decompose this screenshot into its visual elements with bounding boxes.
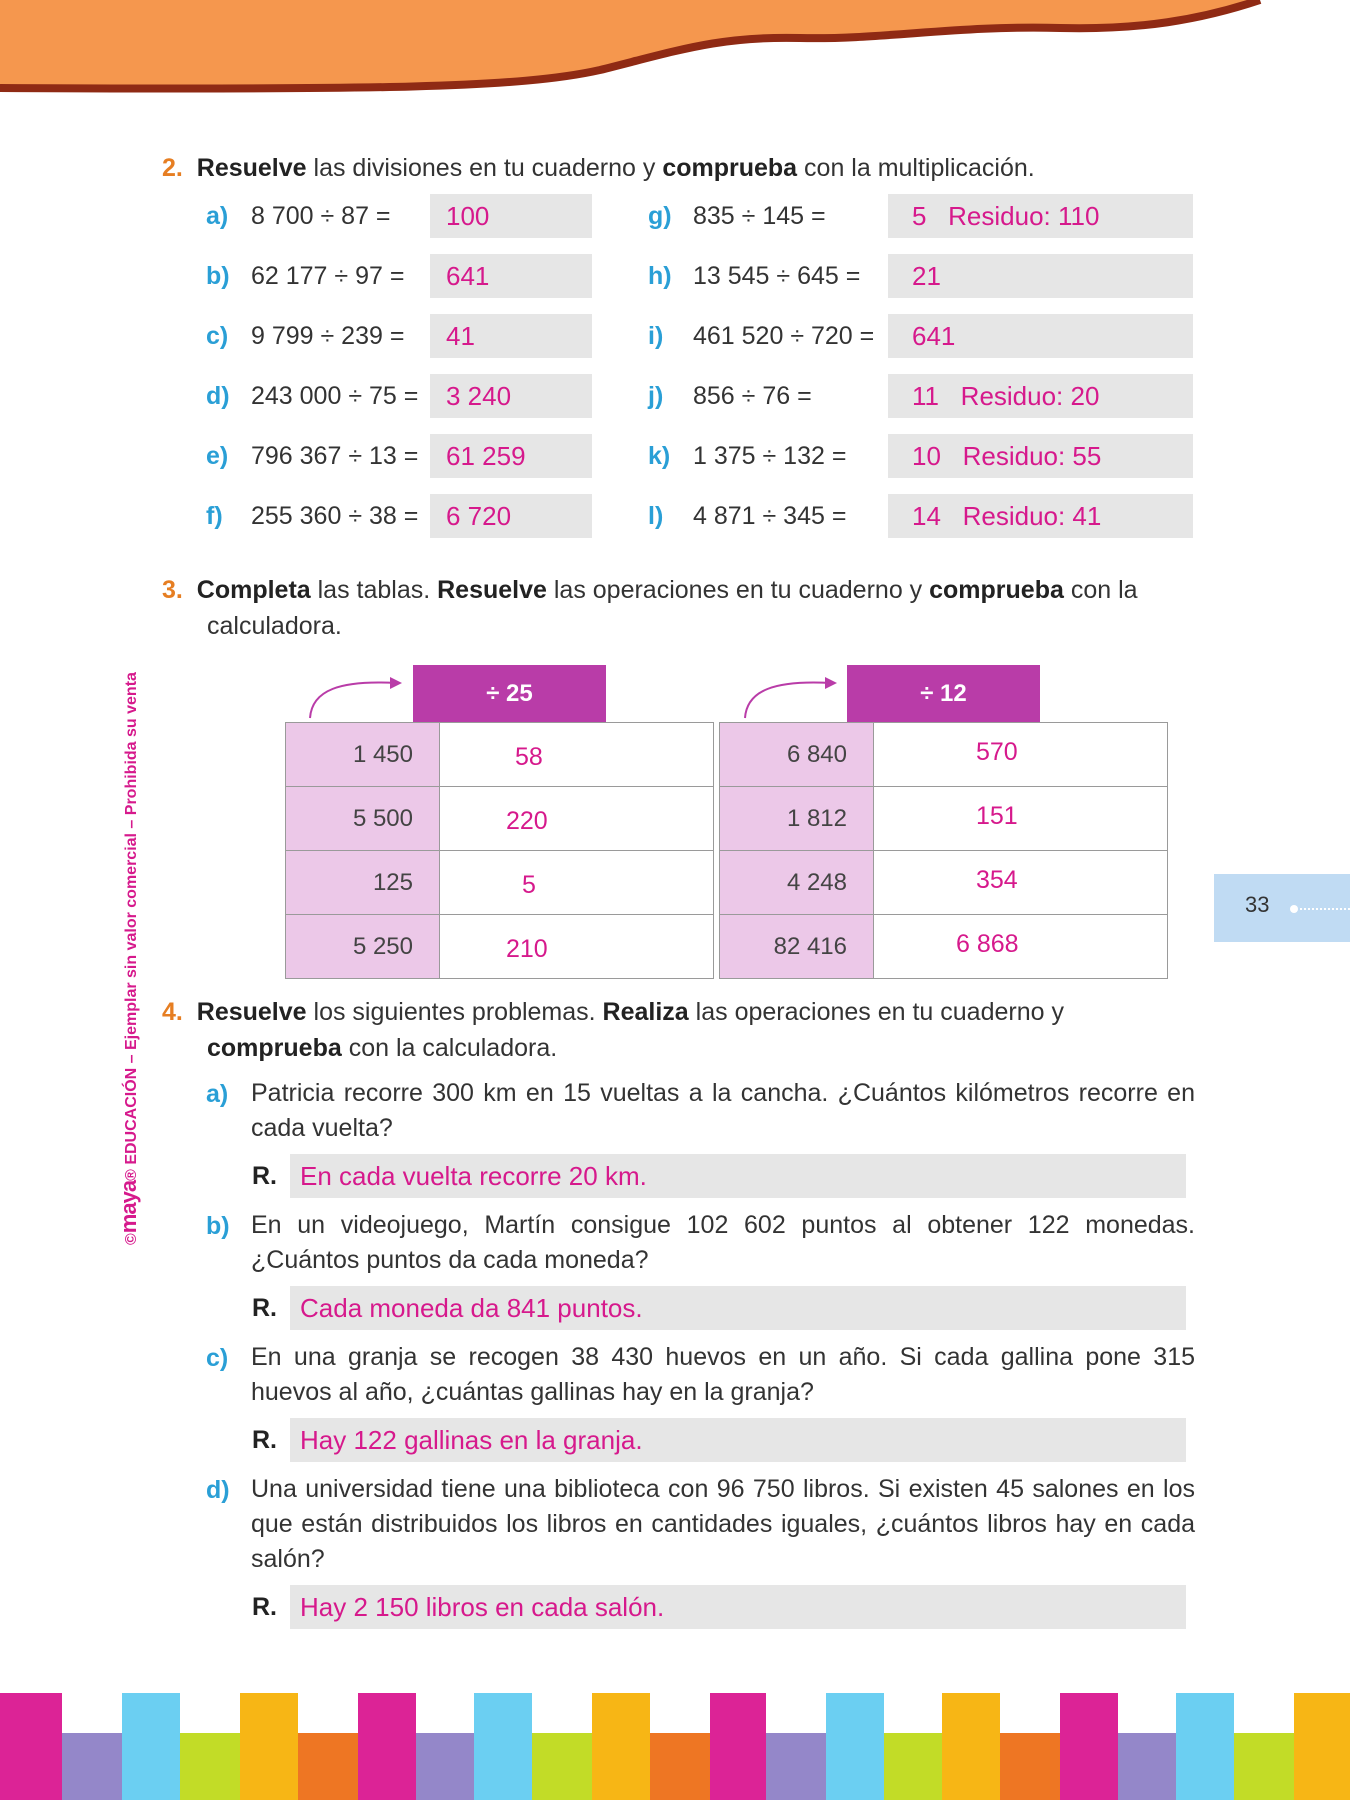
answer-row xyxy=(252,1286,1186,1330)
answer-value: 641 xyxy=(446,261,490,291)
table2-header: ÷ 12 xyxy=(847,665,1040,722)
item-label: l) xyxy=(648,502,664,530)
exercise-4-instruction: 4. Resuelve los siguientes problemas. Realiza las operaciones en tu cuaderno y xyxy=(162,998,1064,1026)
answer-value: 3 240 xyxy=(446,381,512,411)
answer-text: Hay 122 gallinas en la granja. xyxy=(300,1425,643,1455)
table-cell: 5 250 xyxy=(286,915,440,979)
answer-box[interactable] xyxy=(290,1418,1186,1462)
division-expression: 1 375 ÷ 132 = xyxy=(693,442,847,470)
answer-label: R. xyxy=(252,1294,277,1322)
exercise-4-instruction-line2: comprueba con la calculadora. xyxy=(207,1034,558,1062)
exercise-3-instruction: 3. Completa las tablas. Resuelve las operaciones en tu cuaderno y comprueba con la xyxy=(162,576,1138,604)
answer-row xyxy=(252,1585,1186,1629)
division-expression: 461 520 ÷ 720 = xyxy=(693,322,875,350)
item-label: d) xyxy=(206,1476,230,1504)
answer-value: 61 259 xyxy=(446,441,526,471)
table-cell: 4 248 xyxy=(720,851,874,915)
table-cell-answer[interactable]: 354 xyxy=(874,851,1168,915)
item-label: k) xyxy=(648,442,671,470)
problem-text: En un videojuego, Martín consigue 102 602 puntos al obtener 122 monedas. ¿Cuántos puntos da cada moneda? xyxy=(251,1211,1195,1274)
answer-text: En cada vuelta recorre 20 km. xyxy=(300,1161,647,1191)
item-label: j) xyxy=(648,382,664,410)
table-row xyxy=(286,851,714,915)
table-cell: 125 xyxy=(286,851,440,915)
table-row xyxy=(720,723,1168,787)
answer-row xyxy=(252,1418,1186,1462)
answer-value: 6 720 xyxy=(446,501,512,531)
item-label: g) xyxy=(648,202,672,230)
division-expression: 243 000 ÷ 75 = xyxy=(251,382,419,410)
item-label: f) xyxy=(206,502,223,530)
table-cell: 1 812 xyxy=(720,787,874,851)
answer-value: 41 xyxy=(446,321,475,351)
table-cell: 5 500 xyxy=(286,787,440,851)
answer-value: 11 Residuo: 20 xyxy=(912,381,1100,411)
table-cell-answer[interactable]: 6 868 xyxy=(874,915,1168,979)
dotted-line xyxy=(1300,908,1350,910)
item-label: a) xyxy=(206,1080,229,1108)
footer-stripes xyxy=(0,1693,1350,1800)
item-label: e) xyxy=(206,442,229,470)
table-row xyxy=(720,787,1168,851)
answer-value: 5 Residuo: 110 xyxy=(912,201,1100,231)
division-expression: 796 367 ÷ 13 = xyxy=(251,442,419,470)
page-number: 33 xyxy=(1245,892,1270,917)
table-cell-answer[interactable]: 220 xyxy=(440,787,714,851)
item-label: c) xyxy=(206,1344,229,1372)
answer-label: R. xyxy=(252,1426,277,1454)
answer-box[interactable] xyxy=(290,1585,1186,1629)
brand-logo: maya xyxy=(116,1180,141,1234)
table-cell: 6 840 xyxy=(720,723,874,787)
answer-label: R. xyxy=(252,1593,277,1621)
answer-text: Hay 2 150 libros en cada salón. xyxy=(300,1592,665,1622)
item-label: a) xyxy=(206,202,229,230)
table-cell: 1 450 xyxy=(286,723,440,787)
item-label: b) xyxy=(206,1212,230,1240)
table-row xyxy=(286,787,714,851)
item-label: c) xyxy=(206,322,229,350)
table-row xyxy=(720,915,1168,979)
exercise-3-instruction-line2: calculadora. xyxy=(207,612,342,640)
page-number-tab xyxy=(1214,874,1350,942)
item-label: b) xyxy=(206,262,230,290)
answer-value: 21 xyxy=(912,261,941,291)
problem-text: Una universidad tiene una biblioteca con 96 750 libros. Si existen 45 salones en los que están distribuidos los libros en cantidades iguales, ¿cuántos libros hay en cada salón? xyxy=(251,1475,1195,1573)
table1-header: ÷ 25 xyxy=(413,665,606,722)
sidebar-copyright: ©maya® EDUCACIÓN – Ejemplar sin valor comercial – Prohibida su venta xyxy=(116,672,141,1245)
answer-box[interactable] xyxy=(290,1286,1186,1330)
table-row xyxy=(286,723,714,787)
item-label: i) xyxy=(648,322,664,350)
table1 xyxy=(285,722,714,979)
answer-box[interactable] xyxy=(290,1154,1186,1198)
division-expression: 9 799 ÷ 239 = xyxy=(251,322,405,350)
answer-value: 10 Residuo: 55 xyxy=(912,441,1102,471)
table-cell: 82 416 xyxy=(720,915,874,979)
table-cell-answer[interactable]: 5 xyxy=(440,851,714,915)
table-cell-answer[interactable]: 210 xyxy=(440,915,714,979)
division-expression: 4 871 ÷ 345 = xyxy=(693,502,847,530)
table-cell-answer[interactable]: 570 xyxy=(874,723,1168,787)
division-expression: 13 545 ÷ 645 = xyxy=(693,262,861,290)
table2 xyxy=(719,722,1168,979)
problem-text: En una granja se recogen 38 430 huevos en un año. Si cada gallina pone 315 huevos al año, ¿cuántas gallinas hay en la granja? xyxy=(251,1343,1195,1406)
header-wave xyxy=(0,0,1350,100)
item-label: d) xyxy=(206,382,230,410)
table-row xyxy=(286,915,714,979)
answer-label: R. xyxy=(252,1162,277,1190)
problem-text: Patricia recorre 300 km en 15 vueltas a la cancha. ¿Cuántos kilómetros recorre en cada vuelta? xyxy=(251,1079,1195,1142)
dot-leader-icon xyxy=(1290,905,1298,913)
arrow-icon xyxy=(300,670,410,720)
answer-text: Cada moneda da 841 puntos. xyxy=(300,1293,643,1323)
division-expression: 62 177 ÷ 97 = xyxy=(251,262,405,290)
table-cell-answer[interactable]: 58 xyxy=(440,723,714,787)
answer-value: 14 Residuo: 41 xyxy=(912,501,1102,531)
table-cell-answer[interactable]: 151 xyxy=(874,787,1168,851)
answer-value: 100 xyxy=(446,201,490,231)
division-expression: 856 ÷ 76 = xyxy=(693,382,812,410)
division-expression: 255 360 ÷ 38 = xyxy=(251,502,419,530)
division-expression: 835 ÷ 145 = xyxy=(693,202,826,230)
answer-row xyxy=(252,1154,1186,1198)
exercise-2-instruction: 2. Resuelve las divisiones en tu cuaderno y comprueba con la multiplicación. xyxy=(162,154,1035,182)
division-expression: 8 700 ÷ 87 = xyxy=(251,202,391,230)
item-label: h) xyxy=(648,262,672,290)
arrow-icon xyxy=(735,670,845,720)
answer-value: 641 xyxy=(912,321,956,351)
table-row xyxy=(720,851,1168,915)
